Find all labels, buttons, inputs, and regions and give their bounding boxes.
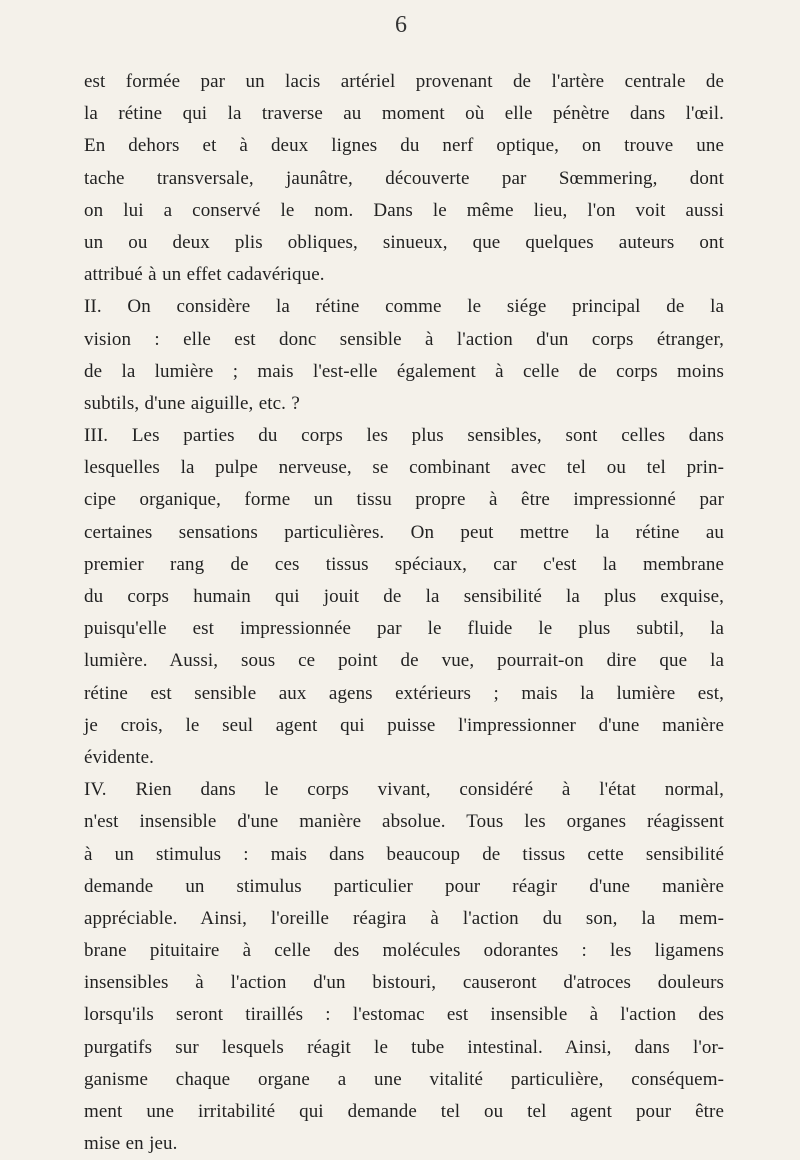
text-line: appréciable. Ainsi, l'oreille réagira à l'action du son, la mem- [84, 907, 724, 929]
text-line: n'est insensible d'une manière absolue. Tous les organes réagissent [84, 811, 724, 833]
text-line: un ou deux plis obliques, sinueux, que quelques auteurs ont [84, 231, 724, 253]
text-line: purgatifs sur lesquels réagit le tube intestinal. Ainsi, dans l'or- [84, 1036, 724, 1058]
text-line: ment une irritabilité qui demande tel ou tel agent pour être [84, 1101, 724, 1122]
text-line: III. Les parties du corps les plus sensibles, sont celles dans [84, 425, 724, 447]
text-line: vision : elle est donc sensible à l'action d'un corps étranger, [84, 328, 724, 350]
text-line: attribué à un effet cadavérique. [84, 264, 325, 286]
text-line: rétine est sensible aux agens extérieurs ; mais la lumière est, [84, 682, 724, 704]
text-line: subtils, d'une aiguille, etc. ? [84, 392, 300, 414]
text-line: on lui a conservé le nom. Dans le même lieu, l'on voit aussi [84, 199, 724, 221]
text-line: lumière. Aussi, sous ce point de vue, pourrait-on dire que la [84, 650, 724, 672]
text-line: évidente. [84, 746, 155, 768]
text-line: tache transversale, jaunâtre, découverte par Sœmmering, dont [84, 167, 724, 189]
text-line: IV. Rien dans le corps vivant, considéré à l'état normal, [84, 779, 724, 801]
text-line: II. On considère la rétine comme le siége principal de la [84, 296, 724, 318]
text-line: insensibles à l'action d'un bistouri, causeront d'atroces douleurs [84, 972, 724, 994]
page-number: 6 [395, 12, 407, 38]
text-line: certaines sensations particulières. On peut mettre la rétine au [84, 521, 724, 543]
text-line: mise en jeu. [84, 1133, 178, 1155]
text-line: puisqu'elle est impressionnée par le fluide le plus subtil, la [84, 618, 724, 640]
text-line: demande un stimulus particulier pour réagir d'une manière [84, 875, 724, 897]
text-line: lorsqu'ils seront tiraillés : l'estomac est insensible à l'action des [84, 1004, 724, 1026]
text-line: du corps humain qui jouit de la sensibilité la plus exquise, [84, 586, 724, 607]
text-line: de la lumière ; mais l'est-elle également à celle de corps moins [84, 360, 724, 382]
text-line: à un stimulus : mais dans beaucoup de tissus cette sensibilité [84, 843, 724, 865]
text-line: je crois, le seul agent qui puisse l'impressionner d'une manière [84, 714, 724, 736]
text-line: est formée par un lacis artériel provenant de l'artère centrale de [84, 71, 724, 92]
text-line: brane pituitaire à celle des molécules odorantes : les ligamens [84, 940, 724, 962]
text-line: lesquelles la pulpe nerveuse, se combinant avec tel ou tel prin- [84, 457, 724, 479]
text-line: cipe organique, forme un tissu propre à être impressionné par [84, 489, 724, 511]
text-line: la rétine qui la traverse au moment où elle pénètre dans l'œil. [84, 103, 724, 125]
text-line: En dehors et à deux lignes du nerf optique, on trouve une [84, 135, 724, 157]
text-line: ganisme chaque organe a une vitalité particulière, conséquem- [84, 1068, 724, 1090]
text-line: premier rang de ces tissus spéciaux, car c'est la membrane [84, 553, 724, 575]
page-text [84, 66, 724, 1160]
